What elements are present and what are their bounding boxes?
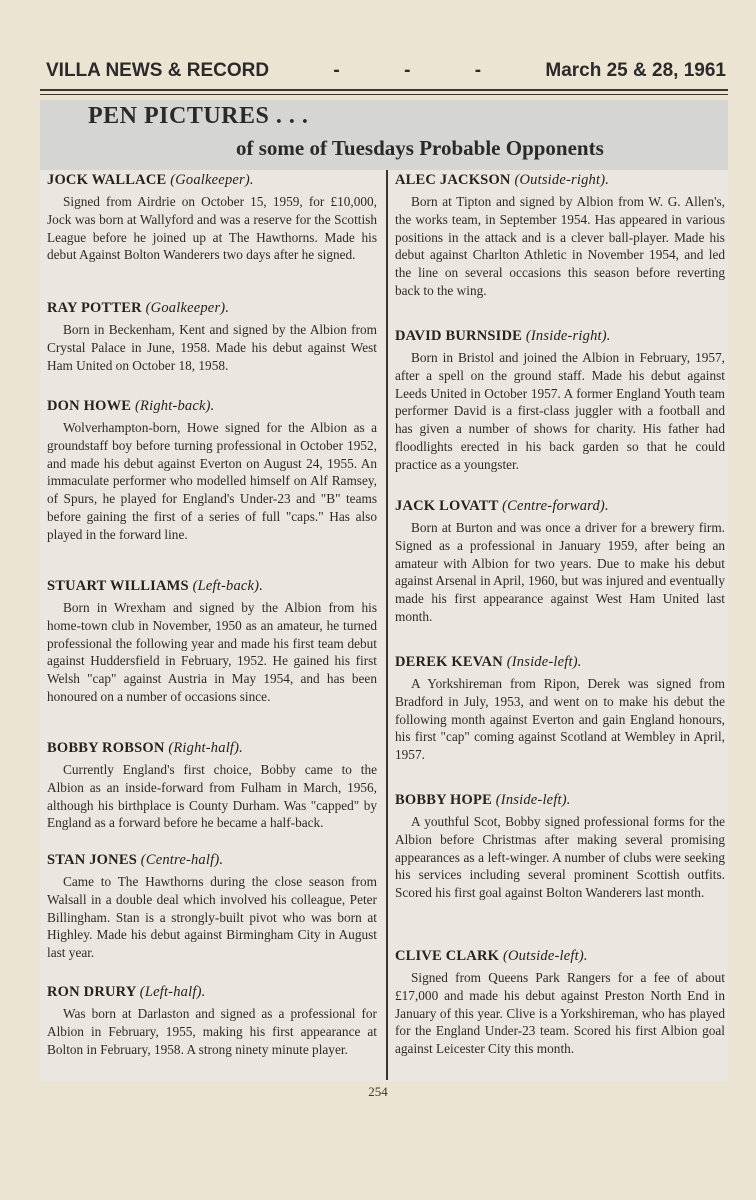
player-bio: Signed from Queens Park Rangers for a fee of about £17,000 and made his debut against Preston North End in January of this year. Clive is a Yorkshireman, who has played for the England Under-23 team. Scored his first Albion goal against Leicester City this month. (395, 970, 725, 1057)
player-position: (Inside-left). (495, 792, 571, 808)
header-dash: - (474, 60, 482, 81)
player-heading (47, 300, 377, 317)
player-position: (Centre-forward). (502, 498, 609, 514)
player-position: (Outside-right). (514, 172, 610, 188)
player-position: (Inside-right). (525, 328, 611, 344)
player-heading (47, 852, 377, 869)
player-position: (Centre-half). (140, 852, 224, 868)
player-entry (395, 654, 725, 764)
player-heading (395, 654, 725, 671)
player-bio: Came to The Hawthorns during the close season from Walsall in a double deal which involved his colleague, Peter Billingham. Stan is a strongly-built pivot who was born at Highley. Made his debut against Birmingham City in August last year. (47, 874, 377, 961)
player-heading (47, 984, 377, 1001)
player-name: RON DRURY (47, 984, 136, 1000)
player-heading (47, 740, 377, 757)
player-entry (47, 984, 377, 1058)
player-heading (47, 398, 377, 415)
header-dash: - (404, 60, 411, 81)
player-heading (47, 578, 377, 595)
player-bio: Was born at Darlaston and signed as a professional for Albion in February, 1955, making his first appearance at Bolton in February, 1958. A strong ninety minute player. (47, 1006, 377, 1057)
player-entry (395, 792, 725, 902)
player-name: STUART WILLIAMS (47, 578, 189, 594)
feature-subtitle: of some of Tuesdays Probable Opponents (236, 136, 604, 160)
player-entry (47, 172, 377, 264)
player-entry (395, 948, 725, 1058)
player-name: BOBBY ROBSON (47, 740, 165, 756)
player-name: CLIVE CLARK (395, 948, 500, 964)
publication-title: VILLA NEWS & RECORD (46, 60, 270, 81)
player-name: JACK LOVATT (395, 498, 499, 514)
issue-date: March 25 & 28, 1961 (545, 60, 726, 81)
player-bio: Born in Wrexham and signed by the Albion from his home-town club in November, 1950 as an amateur, he turned professional the following year and made his first team debut against Huddersfield in February, 1952. He gained his first Welsh "cap" against Austria in May 1954, and has been honoured on a number of occasions since. (47, 600, 377, 704)
player-name: JOCK WALLACE (47, 172, 167, 188)
player-name: DEREK KEVAN (395, 654, 503, 670)
running-header (46, 56, 726, 86)
player-bio: A Yorkshireman from Ripon, Derek was signed from Bradford in July, 1953, and went on to make his debut the following month against Everton and gain England honours, his first "cap" coming against Scotland at Wembley in April, 1957. (395, 676, 725, 763)
player-position: (Right-half). (168, 740, 244, 756)
header-rule (40, 89, 728, 91)
feature-title: PEN PICTURES . . . (88, 103, 309, 129)
player-heading (395, 948, 725, 965)
player-position: (Left-half). (139, 984, 206, 1000)
player-position: (Inside-left). (506, 654, 582, 670)
player-name: BOBBY HOPE (395, 792, 492, 808)
player-bio: Signed from Airdrie on October 15, 1959, for £10,000, Jock was born at Wallyford and was a reserve for the Scottish League before he joined up at The Hawthorns. Made his debut Against Bolton Wanderers two days after he signed. (47, 194, 377, 263)
player-name: DAVID BURNSIDE (395, 328, 523, 344)
player-bio: Currently England's first choice, Bobby came to the Albion as an inside-forward from Fulham in March, 1956, although his birthplace is County Durham. Was "capped" by England as a forward before he became a half-back. (47, 762, 377, 831)
player-entry (47, 398, 377, 544)
player-position: (Goalkeeper). (145, 300, 230, 316)
player-heading (395, 328, 725, 345)
player-heading (395, 498, 725, 515)
player-bio: A youthful Scot, Bobby signed professional forms for the Albion before Christmas after making several promising appearances as a left-winger. A number of clubs were seeking his services including several prominent Scottish outfits. Scored his first goal against Bolton Wanderers last month. (395, 814, 725, 901)
player-position: (Goalkeeper). (170, 172, 254, 188)
player-name: ALEC JACKSON (395, 172, 511, 188)
player-bio: Wolverhampton-born, Howe signed for the Albion as a groundstaff boy before turning professional in October 1952, and made his debut against Everton on August 24, 1955. An immaculate performer who modelled himself on Alf Ramsey, of Spurs, he played for England's Under-23 and "B" teams before gaining the first of a series of full "caps." Has also played in the forward line. (47, 420, 377, 542)
player-name: STAN JONES (47, 852, 137, 868)
column-divider (386, 170, 388, 1080)
player-bio: Born in Bristol and joined the Albion in February, 1957, after a spell on the ground staff. Made his debut against Leeds United in October 1957. A former England Youth team performer David is a first-class juggler with a football and has given a number of shows for charity. His father had floodlights erected in his back garden so that he could practice as a youngster. (395, 350, 725, 472)
player-heading (395, 172, 725, 189)
player-heading (395, 792, 725, 809)
player-bio: Born in Beckenham, Kent and signed by the Albion from Crystal Palace in June, 1958. Made his debut against West Ham United on October 18, 1958. (47, 322, 377, 373)
player-bio: Born at Burton and was once a driver for a brewery firm. Signed as a professional in January 1959, after being an amateur with Albion for two years. Due to make his debut against Arsenal in April, 1960, but was injured and eventually made his first appearance against West Ham United last month. (395, 520, 725, 624)
page-number: 254 (368, 1084, 388, 1099)
header-rule-thin (40, 94, 728, 95)
player-entry (47, 852, 377, 962)
player-entry (47, 740, 377, 832)
player-position: (Outside-left). (502, 948, 588, 964)
player-entry (47, 578, 377, 706)
player-name: RAY POTTER (47, 300, 142, 316)
player-entry (395, 498, 725, 626)
player-position: (Left-back). (192, 578, 264, 594)
player-heading (47, 172, 377, 189)
player-entry (395, 328, 725, 474)
player-entry (395, 172, 725, 300)
header-dash: - (333, 60, 340, 81)
player-bio: Born at Tipton and signed by Albion from W. G. Allen's, the works team, in September 1954. Has appeared in various positions in the attack and is a clever ball-player. Made his debut against Charlton Athletic in November 1954, and led the line on several occasions this season before reverting back to the wing. (395, 194, 725, 298)
player-name: DON HOWE (47, 398, 132, 414)
player-entry (47, 300, 377, 374)
player-position: (Right-back). (135, 398, 215, 414)
